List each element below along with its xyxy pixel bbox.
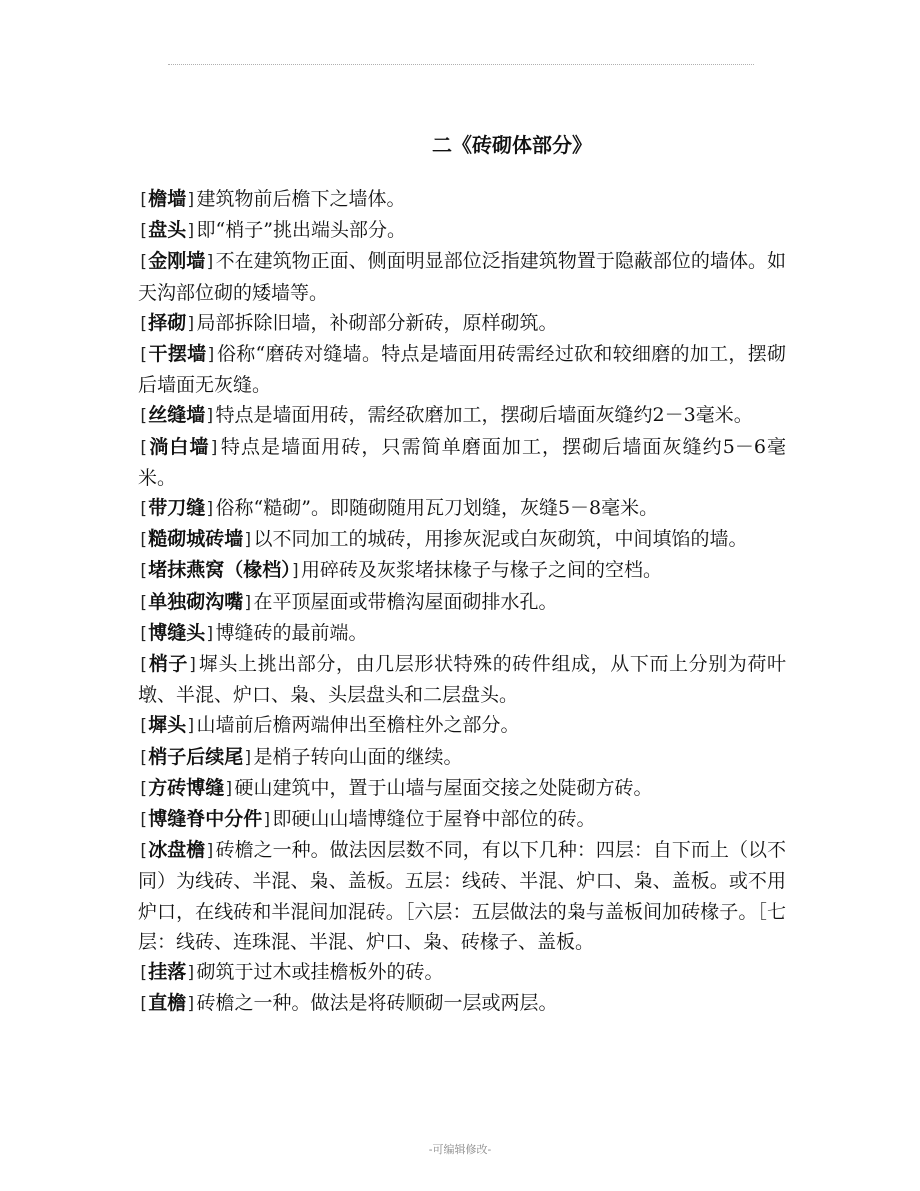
bracket-close: ]: [186, 190, 197, 210]
glossary-entry: [138, 493, 786, 524]
entry-description: 以不同加工的城砖，用掺灰泥或白灰砌筑，中间填馅的墙。: [253, 528, 748, 551]
bracket-close: ]: [186, 994, 197, 1015]
entry-description: 特点是墙面用砖，只需简单磨面加工，摆砌后墙面灰缝约5－6毫米。: [138, 435, 786, 489]
entry-term: 冰盘檐: [148, 839, 206, 862]
entry-description: 即“梢子”挑出端头部分。: [196, 219, 406, 242]
entry-description: 山墙前后檐两端伸出至檐柱外之部分。: [196, 714, 520, 737]
bracket-close: ]: [224, 778, 235, 799]
bracket-close: ]: [186, 963, 197, 984]
bracket-close: ]: [206, 345, 217, 366]
glossary-entry: [138, 555, 786, 586]
bracket-open: [: [138, 994, 149, 1015]
bracket-open: [: [138, 221, 149, 242]
bracket-open: [: [138, 810, 149, 831]
glossary-entry: [138, 339, 786, 400]
entry-term: 堵抹燕窝（椽档）: [148, 559, 291, 582]
bracket-open: [: [138, 963, 149, 984]
bracket-close: ]: [205, 841, 216, 862]
bracket-open: [: [138, 190, 149, 210]
bracket-open: [: [138, 345, 149, 366]
bracket-open: [: [138, 252, 149, 273]
bracket-open: [: [138, 530, 149, 551]
bracket-open: [: [138, 778, 149, 799]
bracket-close: ]: [186, 221, 197, 242]
bracket-open: [: [138, 313, 149, 334]
entry-description: 是梢子转向山面的继续。: [253, 745, 463, 768]
bracket-open: [: [138, 592, 149, 613]
entry-description: 博缝砖的最前端。: [215, 621, 368, 644]
bracket-open: [: [138, 623, 149, 644]
glossary-entry: [138, 400, 786, 431]
bracket-close: ]: [243, 592, 254, 613]
bracket-close: ]: [205, 252, 216, 273]
glossary-entry: [138, 710, 786, 741]
bracket-open: [: [138, 841, 149, 862]
page-footer: -可编辑修改-: [428, 1143, 492, 1156]
entry-term: 单独砌沟嘴: [148, 590, 244, 613]
entry-description: 特点是墙面用砖，需经砍磨加工，摆砌后墙面灰缝约2－3毫米。: [215, 404, 753, 427]
entry-term: 带刀缝: [148, 497, 206, 520]
entry-description: 建筑物前后檐下之墙体。: [196, 188, 406, 210]
glossary-list: [138, 184, 786, 1019]
bracket-close: ]: [188, 655, 199, 676]
bracket-open: [: [138, 655, 149, 676]
entry-term: 博缝头: [148, 621, 206, 644]
entry-description: 砖檐之一种。做法是将砖顺砌一层或两层。: [196, 992, 558, 1015]
bracket-open: [: [138, 499, 149, 520]
entry-term: 方砖博缝: [148, 776, 225, 799]
glossary-entry: [138, 804, 786, 835]
entry-description: 即硬山山墙博缝位于屋脊中部位的砖。: [272, 808, 596, 831]
header-rule: [168, 64, 754, 65]
bracket-open: [: [138, 561, 149, 582]
entry-description: 用碎砖及灰浆堵抹椽子与椽子之间的空档。: [301, 559, 663, 582]
bracket-close: ]: [205, 623, 216, 644]
entry-term: 糙砌城砖墙: [148, 528, 244, 551]
bracket-close: ]: [243, 530, 254, 551]
entry-term: 博缝脊中分件: [148, 808, 263, 831]
bracket-close: ]: [209, 437, 220, 458]
entry-description: 俗称“磨砖对缝墙。特点是墙面用砖需经过砍和较细磨的加工，摆砌后墙面无灰缝。: [138, 343, 786, 397]
entry-description: 在平顶屋面或带檐沟屋面砌排水孔。: [253, 590, 558, 613]
bracket-close: ]: [186, 716, 197, 737]
entry-term: 金刚墙: [148, 250, 206, 273]
entry-term: 干摆墙: [148, 343, 207, 366]
bracket-close: ]: [262, 810, 273, 831]
bracket-close: ]: [205, 406, 216, 427]
bracket-close: ]: [243, 747, 254, 768]
glossary-entry: [138, 246, 786, 307]
entry-description: 不在建筑物正面、侧面明显部位泛指建筑物置于隐蔽部位的墙体。如天沟部位砌的矮墙等。: [138, 250, 786, 304]
glossary-entry: [138, 957, 786, 988]
bracket-open: [: [138, 716, 149, 737]
glossary-entry: [138, 649, 786, 710]
entry-term: 挂落: [148, 961, 187, 984]
bracket-close: ]: [205, 499, 216, 520]
entry-term: 墀头: [148, 714, 187, 737]
entry-term: 丝缝墙: [148, 404, 206, 427]
glossary-entry: [138, 742, 786, 773]
entry-description: 局部拆除旧墙，补砌部分新砖，原样砌筑。: [196, 311, 558, 334]
glossary-entry: [138, 773, 786, 804]
entry-term: 梢子后续尾: [148, 745, 244, 768]
glossary-entry: [138, 308, 786, 339]
entry-term: 直檐: [148, 992, 187, 1015]
bracket-open: [: [138, 406, 149, 427]
glossary-entry: [138, 835, 786, 957]
glossary-entry: [138, 184, 786, 215]
bracket-close: ]: [186, 313, 197, 334]
page-title: 二《砖砌体部分》: [432, 133, 592, 157]
bracket-open: [: [138, 747, 149, 768]
entry-description: 硬山建筑中，置于山墙与屋面交接之处陡砌方砖。: [234, 776, 653, 799]
entry-term: 择砌: [148, 311, 187, 334]
bracket-close: ]: [290, 561, 302, 582]
entry-description: 俗称“糙砌”。即随砌随用瓦刀划缝，灰缝5－8毫米。: [215, 497, 659, 520]
entry-term: 梢子: [148, 653, 189, 676]
entry-description: 墀头上挑出部分，由几层形状特殊的砖件组成，从下而上分别为荷叶墩、半混、炉口、枭、头层盘头和二层盘头。: [138, 653, 786, 707]
entry-term: 檐墙: [148, 188, 187, 210]
entry-description: 砌筑于过木或挂檐板外的砖。: [196, 961, 444, 984]
entry-description: 砖檐之一种。做法因层数不同，有以下几种：四层：自下而上（以不同）为线砖、半混、枭、盖板。五层：线砖、半混、炉口、枭、盖板。或不用炉口，在线砖和半混间加混砖。［六层：五层做法的枭与盖板间加砖椽子。［七层：线砖、连珠混、半混、炉口、枭、砖椽子、盖板。: [138, 839, 786, 953]
glossary-entry: [138, 618, 786, 649]
glossary-entry: [138, 587, 786, 618]
glossary-entry: [138, 432, 786, 493]
glossary-entry: [138, 524, 786, 555]
entry-term: 淌白墙: [148, 435, 210, 458]
bracket-open: [: [138, 437, 149, 458]
glossary-entry: [138, 988, 786, 1019]
glossary-entry: [138, 215, 786, 246]
entry-term: 盘头: [148, 219, 187, 242]
